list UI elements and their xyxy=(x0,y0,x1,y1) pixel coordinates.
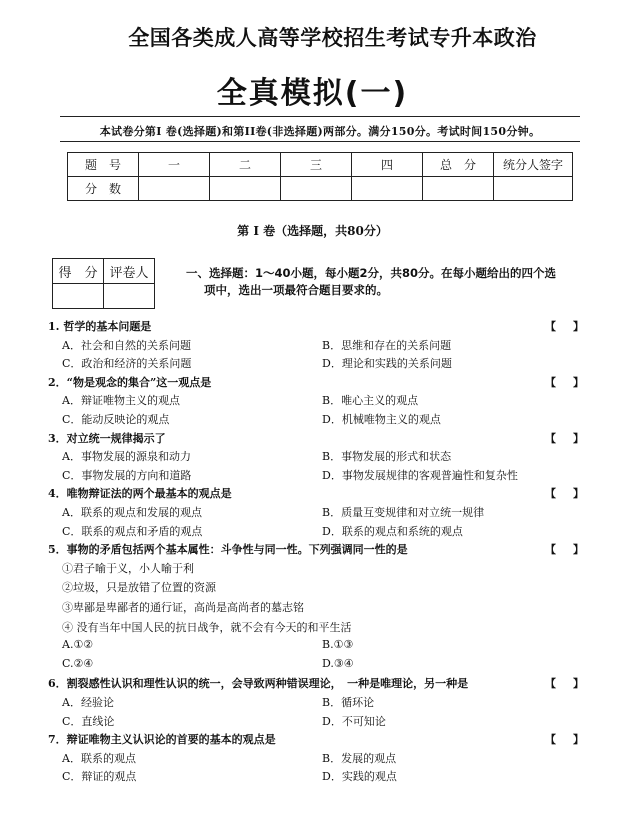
answer-option[interactable]: A．事物发展的源泉和动力 xyxy=(62,450,191,464)
answer-bracket[interactable] xyxy=(545,318,584,334)
question-stem: 7．辩证唯物主义认识论的首要的基本的观点是 xyxy=(48,733,276,747)
question-stem: 5．事物的矛盾包括两个基本属性：斗争性与同一性。下列强调同一性的是 xyxy=(48,543,408,557)
bracket-close: 】 xyxy=(573,543,584,557)
answer-option[interactable]: A．经验论 xyxy=(62,696,114,709)
score-header-cell: 三 xyxy=(281,153,352,177)
score-cell[interactable] xyxy=(281,177,352,201)
answer-option[interactable]: A．社会和自然的关系问题 xyxy=(62,338,191,352)
question-stem: 4．唯物辩证法的两个最基本的观点是 xyxy=(48,487,232,501)
instruction-line: 一、选择题：1～40小题，每小题2分，共80分。在每小题给出的四个选 xyxy=(186,266,557,280)
score-cell[interactable] xyxy=(210,177,281,201)
answer-option[interactable]: D．理论和实践的关系问题 xyxy=(322,357,452,371)
score-header-cell: 四 xyxy=(352,153,423,177)
bracket-close: 】 xyxy=(573,677,584,691)
bracket-open: 【 xyxy=(545,543,556,557)
answer-option[interactable]: B．唯心主义的观点 xyxy=(322,394,419,408)
answer-option[interactable]: C．政治和经济的关系问题 xyxy=(62,357,192,371)
answer-option[interactable]: B．事物发展的形式和状态 xyxy=(322,450,452,464)
score-cell[interactable] xyxy=(139,177,210,201)
score-cell[interactable] xyxy=(352,177,423,201)
exam-notice: 本试卷分第I 卷(选择题)和第II卷(非选择题)两部分。满分150分。考试时间150分钟。 xyxy=(99,125,541,138)
question-stem: 3．对立统一规律揭示了 xyxy=(48,431,166,445)
question-item: ②垃圾，只是放错了位置的资源 xyxy=(62,581,216,595)
answer-option[interactable]: C．辩证的观点 xyxy=(62,770,137,784)
bracket-close: 】 xyxy=(573,733,584,747)
bracket-open: 【 xyxy=(545,431,556,445)
answer-option[interactable]: D．联系的观点和系统的观点 xyxy=(322,524,463,538)
answer-option[interactable]: C．事物发展的方向和道路 xyxy=(62,468,192,482)
grader-cell[interactable] xyxy=(53,284,104,309)
answer-option[interactable]: A.①② xyxy=(62,638,94,652)
answer-option[interactable]: C．能动反映论的观点 xyxy=(62,413,170,426)
score-header-cell: 二 xyxy=(210,153,281,177)
answer-option[interactable]: D.③④ xyxy=(322,656,354,670)
answer-bracket[interactable] xyxy=(545,731,584,747)
answer-option[interactable]: D．事物发展规律的客观普遍性和复杂性 xyxy=(322,468,518,482)
answer-bracket[interactable] xyxy=(545,374,584,390)
score-cell[interactable] xyxy=(494,177,573,201)
score-row-label: 分 数 xyxy=(68,177,139,201)
grader-table xyxy=(52,258,155,309)
answer-option[interactable]: B．思维和存在的关系问题 xyxy=(322,338,452,352)
score-header-cell: 总 分 xyxy=(423,153,494,177)
answer-bracket[interactable] xyxy=(545,485,584,501)
instruction-line: 项中，选出一项最符合题目要求的。 xyxy=(204,283,388,297)
question-stem: 2．“物是观念的集合”这一观点是 xyxy=(48,375,212,389)
answer-option[interactable]: D．实践的观点 xyxy=(322,770,397,784)
score-header-cell: 统分人签字 xyxy=(494,153,573,177)
bracket-close: 】 xyxy=(573,375,584,389)
bracket-open: 【 xyxy=(545,487,556,501)
answer-option[interactable]: C.②④ xyxy=(62,656,94,670)
bracket-close: 】 xyxy=(573,431,584,445)
grader-label: 得 分 xyxy=(53,259,104,284)
bracket-open: 【 xyxy=(545,375,556,389)
answer-option[interactable]: A．联系的观点和发展的观点 xyxy=(62,506,202,519)
answer-option[interactable]: D．机械唯物主义的观点 xyxy=(322,413,441,426)
answer-bracket[interactable] xyxy=(545,541,584,557)
section-heading: 第 I 卷（选择题，共80分） xyxy=(237,224,388,238)
section-instruction xyxy=(186,265,586,299)
bracket-open: 【 xyxy=(545,320,556,333)
answer-option[interactable]: A．辩证唯物主义的观点 xyxy=(62,394,180,408)
answer-bracket[interactable] xyxy=(545,675,584,691)
bracket-close: 】 xyxy=(573,320,584,333)
answer-option[interactable]: B.①③ xyxy=(322,638,354,652)
exam-subtitle: 全真模拟(一) xyxy=(216,76,409,111)
answer-option[interactable]: B．质量互变规律和对立统一规律 xyxy=(322,506,485,519)
question-stem: 1. 哲学的基本问题是 xyxy=(48,320,152,333)
divider xyxy=(60,141,580,142)
score-table xyxy=(67,152,573,201)
score-cell[interactable] xyxy=(423,177,494,201)
score-header-cell: 题 号 xyxy=(68,153,139,177)
question-item: ①君子喻于义，小人喻于利 xyxy=(62,561,194,575)
answer-option[interactable]: B．发展的观点 xyxy=(322,751,397,765)
answer-bracket[interactable] xyxy=(545,430,584,446)
question-item: ③卑鄙是卑鄙者的通行证，高尚是高尚者的墓志铭 xyxy=(62,601,304,614)
score-header-cell: 一 xyxy=(139,153,210,177)
bracket-close: 】 xyxy=(573,487,584,501)
answer-option[interactable]: C．直线论 xyxy=(62,714,115,728)
question-item: ④ 没有当年中国人民的抗日战争，就不会有今天的和平生活 xyxy=(62,620,352,634)
bracket-open: 【 xyxy=(545,677,556,691)
bracket-open: 【 xyxy=(545,733,556,747)
answer-option[interactable]: D．不可知论 xyxy=(322,714,386,728)
grader-cell[interactable] xyxy=(104,284,155,309)
exam-title: 全国各类成人高等学校招生考试专升本政治 xyxy=(128,26,537,50)
question-stem: 6．割裂感性认识和理性认识的统一，会导致两种错误理论， 一种是唯理论，另一种是 xyxy=(48,677,469,691)
answer-option[interactable]: A．联系的观点 xyxy=(62,751,136,765)
answer-option[interactable]: B．循环论 xyxy=(322,696,375,709)
divider xyxy=(60,116,580,117)
grader-label: 评卷人 xyxy=(104,259,155,284)
answer-option[interactable]: C．联系的观点和矛盾的观点 xyxy=(62,524,203,538)
